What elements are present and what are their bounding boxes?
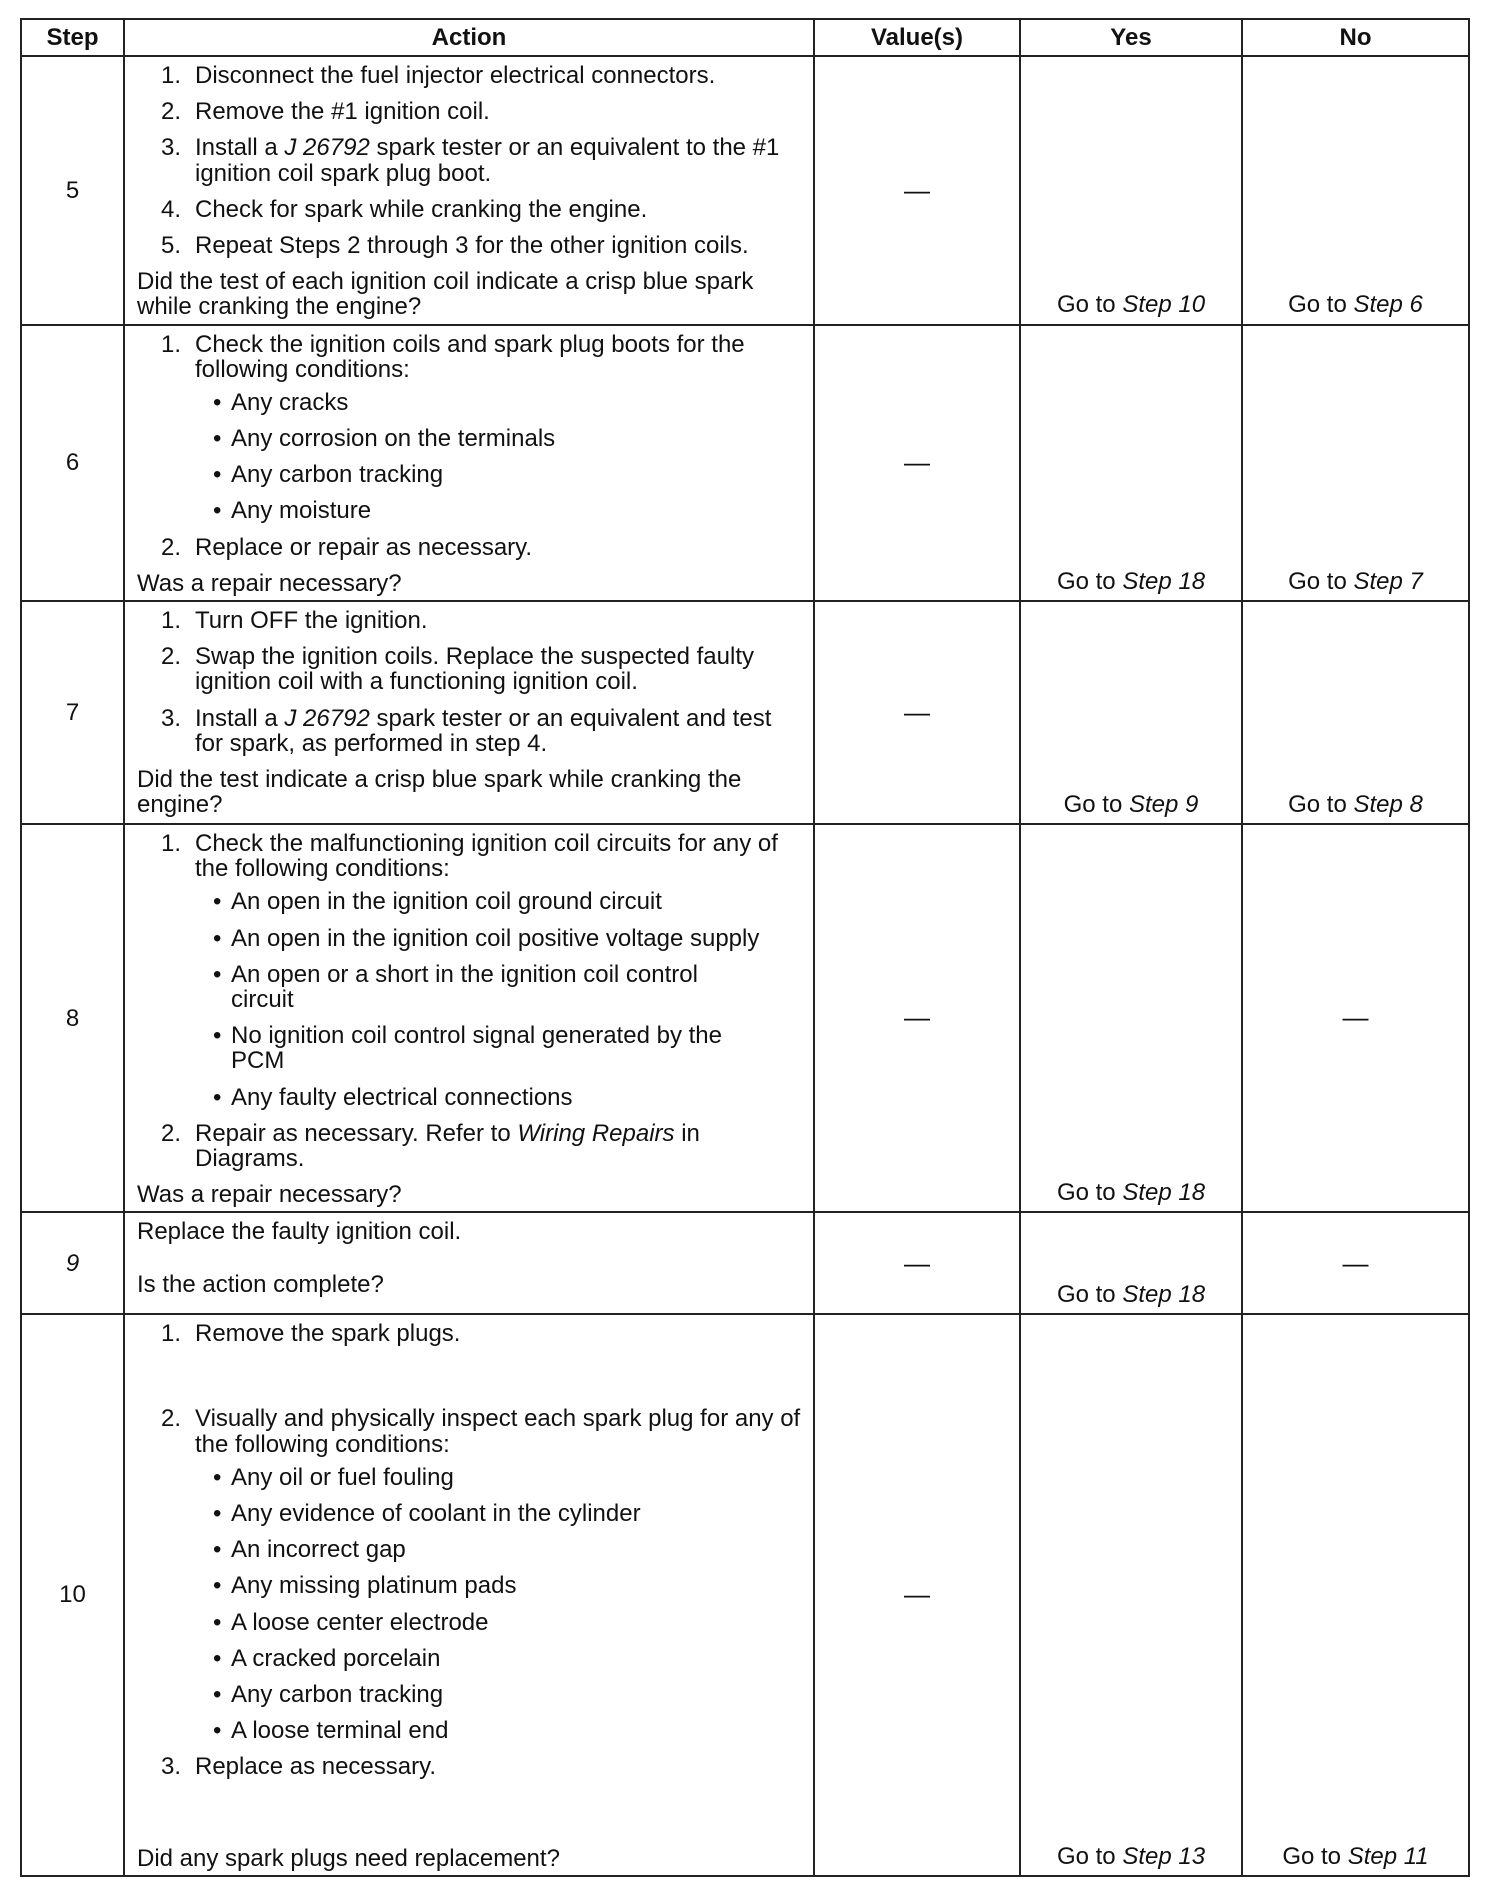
action-list bbox=[137, 608, 803, 756]
yes-step-link[interactable]: Step 18 bbox=[1122, 567, 1206, 595]
bullet-item: • Any faulty electrical connections bbox=[213, 1083, 573, 1111]
bullet-item: • Any oil or fuel fouling bbox=[213, 1463, 454, 1491]
bullet-item: • An open in the ignition coil positive voltage supply bbox=[213, 924, 760, 952]
yes-cell: Go to Step 18 bbox=[1020, 824, 1242, 1212]
step-number: 8 bbox=[21, 824, 124, 1212]
value-cell: — bbox=[814, 824, 1020, 1212]
question: Was a repair necessary? bbox=[137, 569, 402, 597]
action-list bbox=[137, 1321, 803, 1779]
no-step-link[interactable]: Step 8 bbox=[1353, 790, 1423, 818]
action-list bbox=[137, 332, 803, 560]
no-step-link[interactable]: Step 11 bbox=[1347, 1842, 1429, 1870]
header-no: No bbox=[1242, 19, 1469, 56]
bullet-item: • Any evidence of coolant in the cylinder bbox=[213, 1500, 641, 1527]
question: Did any spark plugs need replacement? bbox=[137, 1844, 560, 1872]
bullet-item: • A loose terminal end bbox=[213, 1717, 449, 1745]
header-yes: Yes bbox=[1020, 19, 1242, 56]
yes-step-link[interactable]: Step 13 bbox=[1122, 1842, 1206, 1870]
yes-step-link[interactable]: Step 18 bbox=[1122, 1179, 1206, 1207]
bullet-item: • Any cracks bbox=[213, 388, 349, 416]
list-item: 3. Replace as necessary. bbox=[161, 1753, 437, 1781]
list-item: 2. Repair as necessary. Refer to Wiring Repairs in Diagrams. bbox=[161, 1119, 700, 1172]
table-row-step-8 bbox=[21, 824, 1469, 1212]
list-item: 2. Replace or repair as necessary. bbox=[161, 533, 533, 561]
yes-cell: Go to Step 18 bbox=[1020, 1212, 1242, 1314]
list-item: 1. Check the malfunctioning ignition coil circuits for any of the following conditions: • An open in the ignition coil ground circuit • An open in the ignition coil positive voltage supply • An open or a short in the ignition coil control circuit • No ignition coil control signal generated by the PCM • Any faulty electrical connections bbox=[137, 831, 803, 1110]
action-cell bbox=[124, 1314, 814, 1875]
no-step-link[interactable]: Step 7 bbox=[1353, 567, 1423, 595]
value-cell: — bbox=[814, 56, 1020, 325]
reference-link[interactable]: Wiring Repairs bbox=[517, 1119, 675, 1147]
yes-cell: Go to Step 13 bbox=[1020, 1314, 1242, 1875]
list-item: 3. Install a J 26792 spark tester or an equivalent to the #1 ignition coil spark plug boot. bbox=[161, 134, 780, 187]
list-item: 1. Check the ignition coils and spark plug boots for the following conditions: • Any cracks • Any corrosion on the terminals • Any carbon tracking • Any moisture bbox=[137, 332, 803, 524]
condition-list bbox=[195, 1465, 803, 1744]
step-number: 5 bbox=[21, 56, 124, 325]
action-cell bbox=[124, 325, 814, 602]
bullet-item: • Any carbon tracking bbox=[213, 461, 444, 489]
yes-step-link[interactable]: Step 18 bbox=[1122, 1281, 1206, 1309]
tool-reference: J 26792 bbox=[284, 704, 370, 732]
yes-step-link[interactable]: Step 10 bbox=[1122, 291, 1206, 319]
bullet-item: • Any corrosion on the terminals bbox=[213, 425, 556, 453]
bullet-item: • An open or a short in the ignition coil control circuit bbox=[213, 960, 698, 1013]
list-item: 2. Swap the ignition coils. Replace the suspected faulty ignition coil with a functioning ignition coil. bbox=[161, 643, 754, 696]
condition-list bbox=[195, 390, 803, 524]
condition-list bbox=[195, 889, 803, 1109]
diagnostic-table bbox=[20, 18, 1470, 1877]
list-item: 2. Visually and physically inspect each spark plug for any of the following conditions: • Any oil or fuel fouling • Any evidence of coolant in the cylinder • An incorrect gap • Any missing platinum pads • A loose center electrode • A cracked porcelain • Any carbon tracking • A loose terminal end bbox=[137, 1406, 803, 1743]
bullet-item: • An incorrect gap bbox=[213, 1536, 406, 1564]
header-step: Step bbox=[21, 19, 124, 56]
list-item: 1. Disconnect the fuel injector electrical connectors. bbox=[161, 62, 716, 89]
list-item: 5. Repeat Steps 2 through 3 for the other ignition coils. bbox=[161, 231, 749, 259]
action-list bbox=[137, 63, 803, 258]
table-row-step-7 bbox=[21, 601, 1469, 824]
question: Did the test indicate a crisp blue spark while cranking the engine? bbox=[137, 765, 742, 819]
no-cell: Go to Step 11 bbox=[1242, 1314, 1469, 1875]
value-cell: — bbox=[814, 325, 1020, 602]
header-action: Action bbox=[124, 19, 814, 56]
list-item: 1. Remove the spark plugs. bbox=[161, 1320, 461, 1348]
question: Was a repair necessary? bbox=[137, 1181, 402, 1209]
question: Did the test of each ignition coil indicate a crisp blue spark while cranking the engine? bbox=[137, 268, 754, 321]
question: Is the action complete? bbox=[137, 1271, 384, 1299]
table-row-step-6 bbox=[21, 325, 1469, 602]
bullet-item: • Any moisture bbox=[213, 497, 372, 525]
list-item: 1. Turn OFF the ignition. bbox=[161, 607, 428, 634]
step-number: 7 bbox=[21, 601, 124, 824]
yes-step-link[interactable]: Step 9 bbox=[1128, 790, 1199, 818]
yes-cell: Go to Step 18 bbox=[1020, 325, 1242, 602]
action-list bbox=[137, 831, 803, 1171]
no-cell: Go to Step 6 bbox=[1242, 56, 1469, 325]
step-number: 6 bbox=[21, 325, 124, 602]
value-cell: — bbox=[814, 1314, 1020, 1875]
action-cell bbox=[124, 1212, 814, 1314]
list-item: 2. Remove the #1 ignition coil. bbox=[161, 98, 490, 126]
bullet-item: • No ignition coil control signal generated by the PCM bbox=[213, 1022, 722, 1075]
list-item: 3. Install a J 26792 spark tester or an equivalent and test for spark, as performed in step 4. bbox=[161, 704, 772, 757]
table-row-step-9 bbox=[21, 1212, 1469, 1314]
bullet-item: • Any missing platinum pads bbox=[213, 1572, 517, 1600]
action-cell bbox=[124, 824, 814, 1212]
action-text: Replace the faulty ignition coil. bbox=[137, 1218, 462, 1246]
bullet-item: • An open in the ignition coil ground circuit bbox=[213, 888, 662, 916]
table-row-step-10 bbox=[21, 1314, 1469, 1875]
header-values: Value(s) bbox=[814, 19, 1020, 56]
value-cell: — bbox=[814, 1212, 1020, 1314]
bullet-item: • A cracked porcelain bbox=[213, 1644, 441, 1672]
no-cell: Go to Step 8 bbox=[1242, 601, 1469, 824]
no-cell: — bbox=[1242, 824, 1469, 1212]
list-item: 4. Check for spark while cranking the engine. bbox=[161, 195, 648, 223]
table-row-step-5 bbox=[21, 56, 1469, 325]
no-cell: — bbox=[1242, 1212, 1469, 1314]
action-cell bbox=[124, 56, 814, 325]
yes-cell: Go to Step 10 bbox=[1020, 56, 1242, 325]
action-cell bbox=[124, 601, 814, 824]
bullet-item: • A loose center electrode bbox=[213, 1608, 489, 1636]
no-step-link[interactable]: Step 6 bbox=[1353, 291, 1423, 319]
no-cell: Go to Step 7 bbox=[1242, 325, 1469, 602]
bullet-item: • Any carbon tracking bbox=[213, 1680, 444, 1708]
tool-reference: J 26792 bbox=[284, 134, 370, 162]
header-row bbox=[21, 19, 1469, 56]
step-number: 9 bbox=[21, 1212, 124, 1314]
value-cell: — bbox=[814, 601, 1020, 824]
step-number: 10 bbox=[21, 1314, 124, 1875]
yes-cell: Go to Step 9 bbox=[1020, 601, 1242, 824]
